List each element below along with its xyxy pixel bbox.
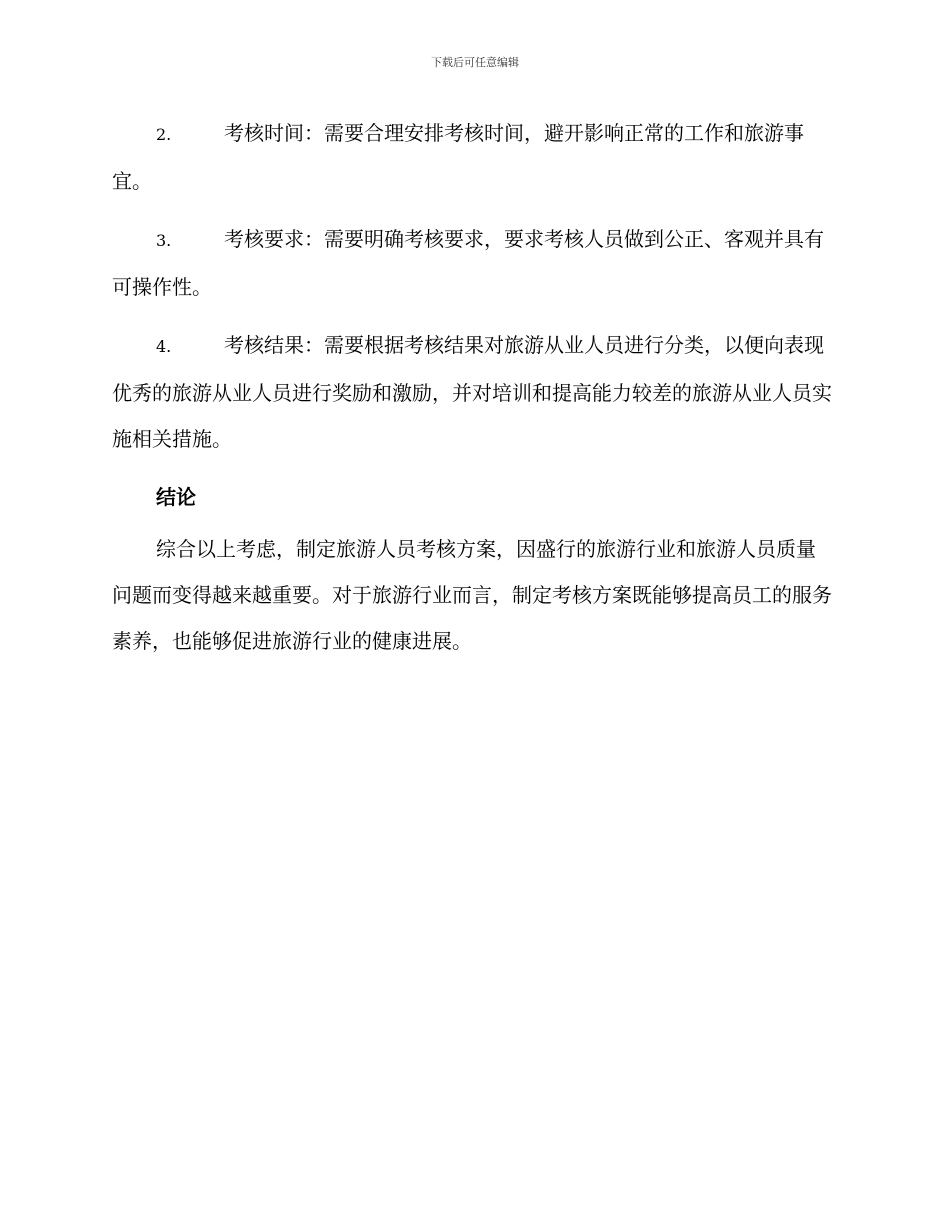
list-item [112, 322, 834, 462]
list-item [112, 216, 834, 310]
list-item-text: 考核要求：需要明确考核要求，要求考核人员做到公正、客观并具有可操作性。 [112, 227, 824, 299]
list-item-text: 考核时间：需要合理安排考核时间，避开影响正常的工作和旅游事宜。 [112, 121, 804, 193]
page-header: 下载后可任意编辑 [431, 56, 519, 69]
list-item-number: 3. [156, 231, 172, 250]
document-body [112, 110, 834, 664]
list-item-number: 2. [156, 125, 172, 144]
list-item [112, 110, 834, 204]
list-item-text: 考核结果：需要根据考核结果对旅游从业人员进行分类，以便向表现优秀的旅游从业人员进行奖励和激励，并对培训和提高能力较差的旅游从业人员实施相关措施。 [112, 333, 832, 451]
conclusion-paragraph: 综合以上考虑，制定旅游人员考核方案，因盛行的旅游行业和旅游人员质量问题而变得越来越重要。对于旅游行业而言，制定考核方案既能够提高员工的服务素养，也能够促进旅游行业的健康进展。 [112, 537, 832, 653]
list-item-number: 4. [156, 337, 172, 356]
conclusion-heading: 结论 [156, 485, 196, 509]
